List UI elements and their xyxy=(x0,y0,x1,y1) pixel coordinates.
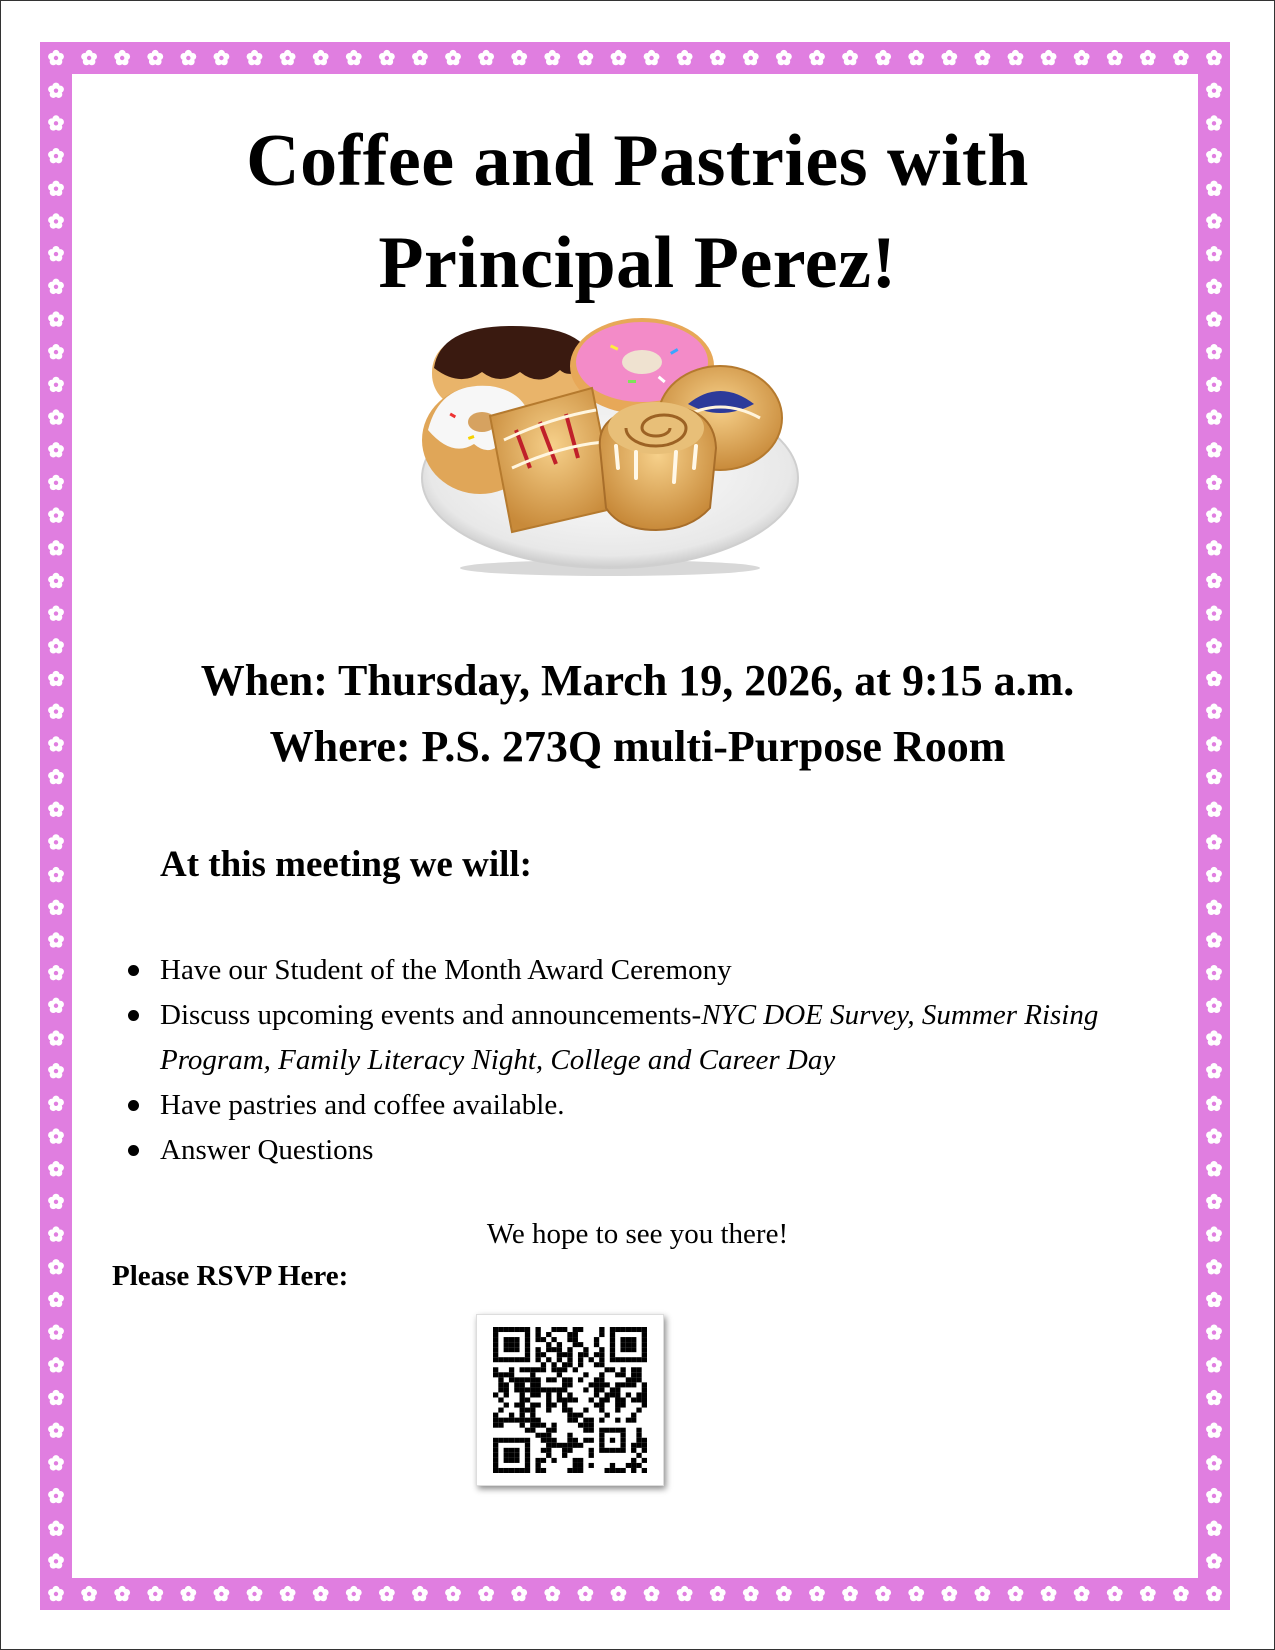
agenda-item-text: Discuss upcoming events and announcements- xyxy=(160,999,702,1031)
event-where: Where: P.S. 273Q multi-Purpose Room xyxy=(269,722,1006,771)
event-details xyxy=(100,648,1175,780)
agenda-heading: At this meeting we will: xyxy=(160,844,532,885)
bullet-icon xyxy=(128,965,139,976)
flyer-title xyxy=(100,110,1175,314)
bullet-icon xyxy=(128,1145,139,1156)
bullet-icon xyxy=(128,1010,139,1021)
agenda-list xyxy=(120,948,1180,1173)
agenda-item-text: Have pastries and coffee available. xyxy=(160,1089,565,1121)
agenda-item xyxy=(120,1083,1180,1128)
pastry-plate-image xyxy=(420,318,800,578)
rsvp-qr-code[interactable] xyxy=(476,1314,664,1486)
event-when: When: Thursday, March 19, 2026, at 9:15 a.m. xyxy=(200,656,1075,705)
agenda-item xyxy=(120,948,1180,993)
closing-line: We hope to see you there! xyxy=(486,1218,789,1250)
agenda-item xyxy=(120,1128,1180,1173)
title-line-2: Principal Perez! xyxy=(378,222,897,304)
title-line-1: Coffee and Pastries with xyxy=(246,120,1029,202)
agenda-item-italic: NYC DOE Survey, Summer Rising Program, Family Literacy Night, College and Career Day xyxy=(160,999,1099,1076)
bullet-icon xyxy=(128,1100,139,1111)
agenda-item xyxy=(120,993,1180,1083)
agenda-item-text: Answer Questions xyxy=(160,1134,374,1166)
qr-code-icon xyxy=(493,1327,647,1473)
cinnamon-roll xyxy=(600,402,716,530)
agenda-item-text: Have our Student of the Month Award Ceremony xyxy=(160,954,732,986)
rsvp-label: Please RSVP Here: xyxy=(112,1260,349,1292)
